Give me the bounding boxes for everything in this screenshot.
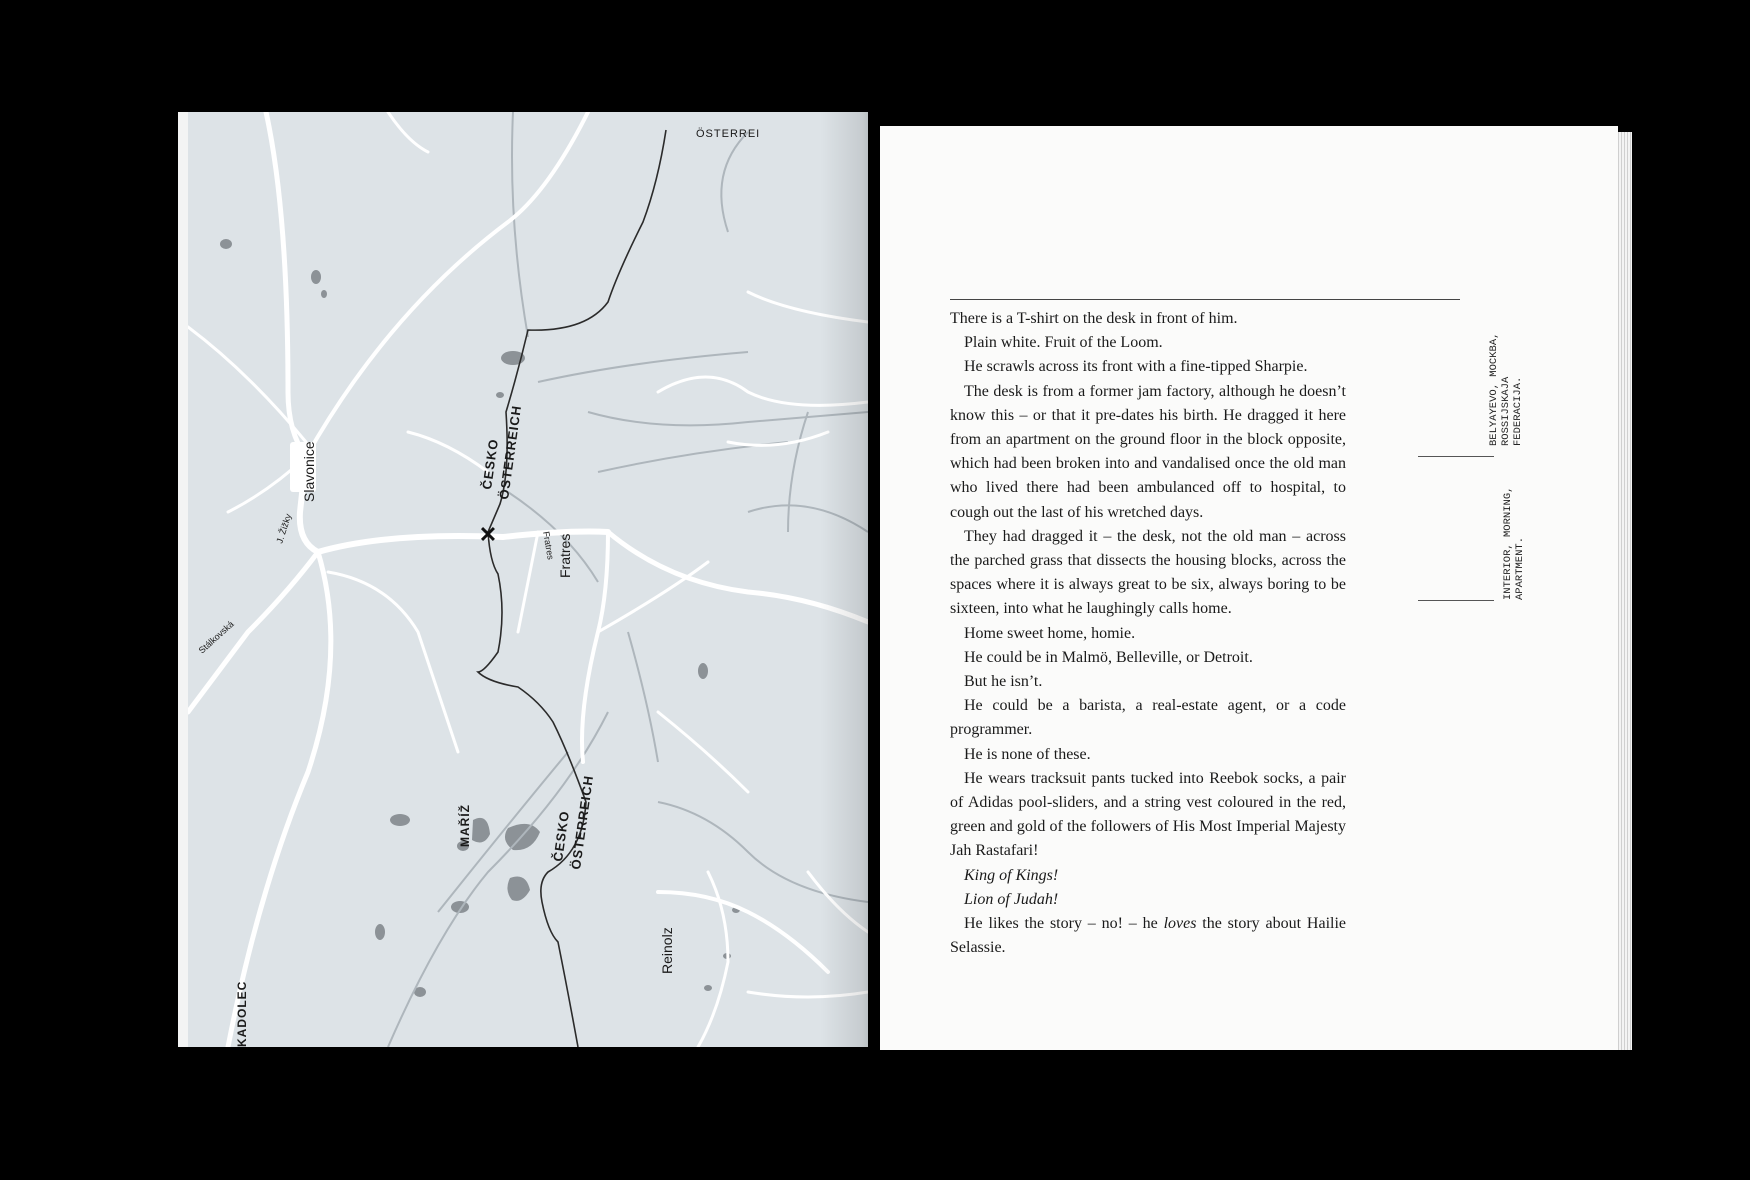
map-drawing xyxy=(188,112,868,1047)
paragraph xyxy=(950,646,1346,670)
text-run: The desk is from a former jam factory, although he doesn’t know this – or that it pre-dates his birth. He dragged it here from an apartment on the ground floor in the block opposite, which had been broken into and vandalised once the old man who lived there had been ambulanced off to hospital, to cough out the last of his wretched days. xyxy=(950,382,1346,521)
side-label-location: BELYAYEVO, MOCKBA, ROSSIJSKAJA FEDERACIJA. xyxy=(1488,332,1524,446)
paragraph xyxy=(950,380,1346,525)
label-reinolz: Reinolz xyxy=(659,927,675,974)
text-run: But he isn’t. xyxy=(964,673,1043,691)
paragraph xyxy=(950,622,1346,646)
label-fratres: Fratres xyxy=(557,533,573,578)
paragraph xyxy=(950,767,1346,864)
paragraph xyxy=(950,670,1346,694)
label-cesko-1: ČESKO xyxy=(479,437,502,491)
left-page xyxy=(178,112,868,1047)
text-run: He could be in Malmö, Belleville, or Detroit. xyxy=(964,648,1253,666)
label-stalkovska: Stálkovská xyxy=(196,618,236,656)
label-mariz: MAŘÍŽ xyxy=(458,804,472,847)
right-page xyxy=(880,126,1618,1050)
label-fratres-road: Fratres xyxy=(541,530,556,561)
paragraph xyxy=(950,694,1346,742)
page-edges xyxy=(1618,132,1632,1050)
side-rule-1 xyxy=(1418,456,1494,457)
paragraph xyxy=(950,307,1346,331)
italic-run: King of Kings! xyxy=(964,866,1059,884)
text-run: They had dragged it – the desk, not the old man – across the parched grass that dissects the housing blocks, across the spaces where it is always great to be six, always boring to be sixteen, into what he laughingly calls home. xyxy=(950,527,1346,618)
label-kadolec: KADOLEC xyxy=(235,980,249,1047)
side-label-scene: INTERIOR, MORNING, APARTMENT. xyxy=(1502,486,1526,600)
side-rule-2 xyxy=(1418,600,1494,601)
text-run: the story about Hailie Selassie. xyxy=(950,915,1346,957)
label-slavonice: Slavonice xyxy=(301,441,317,502)
label-osterreich-top: ÖSTERREI xyxy=(696,128,761,140)
paragraph xyxy=(950,912,1346,960)
italic-run: loves xyxy=(1163,915,1197,933)
text-run: He could be a barista, a real-estate agent, or a code programmer. xyxy=(950,697,1346,739)
label-osterreich-2: ÖSTERREICH xyxy=(568,774,597,871)
location-marker-icon: ✕ xyxy=(478,522,498,547)
paragraph xyxy=(950,864,1346,888)
italic-run: Lion of Judah! xyxy=(964,890,1059,908)
body-text xyxy=(950,307,1346,960)
gutter-shadow xyxy=(820,112,880,1047)
map xyxy=(188,112,868,1047)
text-run: Plain white. Fruit of the Loom. xyxy=(964,334,1163,352)
text-run: He scrawls across its front with a fine-tipped Sharpie. xyxy=(964,358,1308,376)
paragraph xyxy=(950,331,1346,355)
label-cesko-2: ČESKO xyxy=(550,809,573,863)
text-run: Home sweet home, homie. xyxy=(964,624,1136,642)
paragraph xyxy=(950,743,1346,767)
text-run: He likes the story – no! – he xyxy=(964,915,1164,933)
top-rule xyxy=(950,299,1460,300)
text-run: He wears tracksuit pants tucked into Reebok socks, a pair of Adidas pool-sliders, and a string vest coloured in the red, green and gold of the followers of His Most Imperial Majesty Jah Rastafari! xyxy=(950,769,1346,860)
label-osterreich-1: ÖSTERREICH xyxy=(496,404,525,501)
paragraph xyxy=(950,888,1346,912)
paragraph xyxy=(950,355,1346,379)
text-run: There is a T-shirt on the desk in front of him. xyxy=(950,310,1238,327)
label-j-zizky: J. Žižky xyxy=(274,512,294,545)
paragraph xyxy=(950,525,1346,622)
text-run: He is none of these. xyxy=(964,745,1091,763)
